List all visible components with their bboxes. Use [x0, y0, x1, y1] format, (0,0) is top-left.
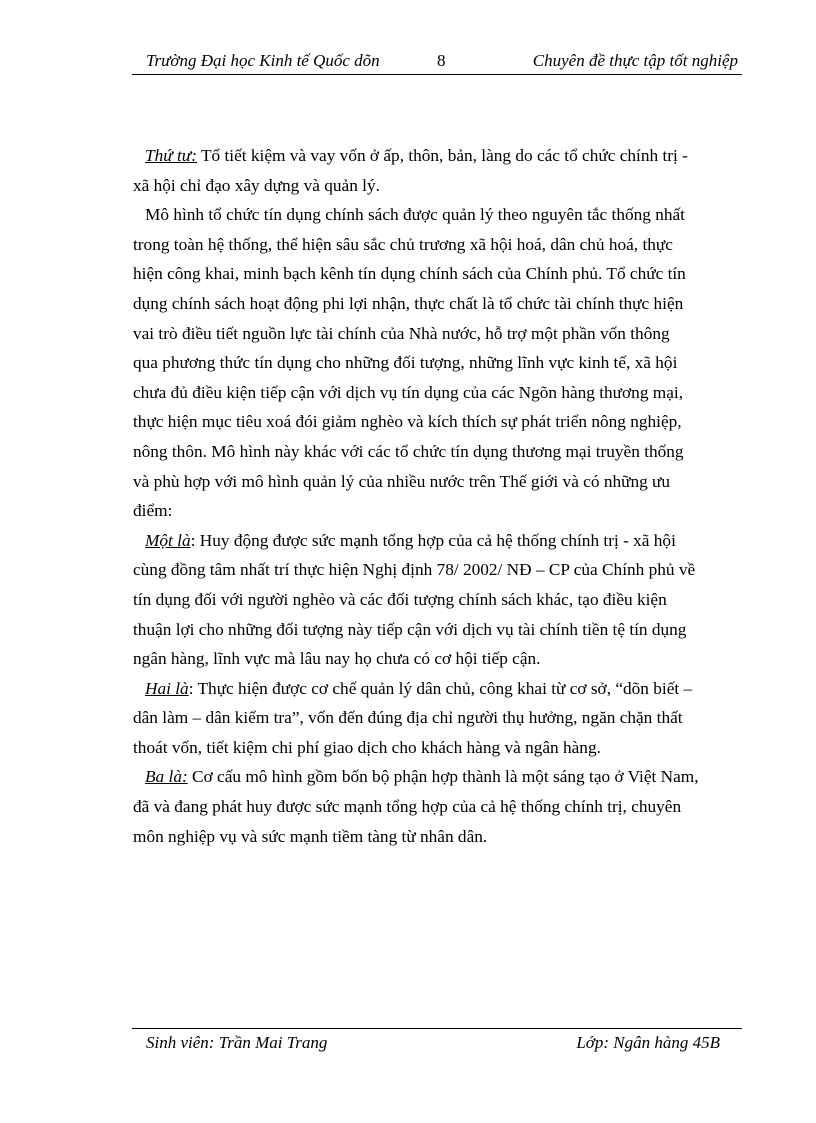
text-line: vai trò điều tiết nguồn lực tài chính của Nhà nước, hỗ trợ một phần vốn thông [133, 323, 670, 343]
text-line: xã hội chỉ đạo xây dựng và quản lý. [133, 175, 380, 195]
paragraph-label: Hai là [145, 678, 189, 698]
header-school: Trường Đại học Kinh tế Quốc dõn [146, 51, 380, 70]
text-line: ngân hàng, lĩnh vực mà lâu nay họ chưa có cơ hội tiếp cận. [133, 649, 541, 669]
text-line: và phù hợp với mô hình quản lý của nhiều nước trên Thế giới và có những ưu [133, 471, 671, 491]
paragraph-label: Ba là: [145, 767, 188, 787]
text-line: dân làm – dân kiểm tra”, vốn đến đúng địa chỉ người thụ hưởng, ngăn chặn thất [133, 708, 683, 728]
text-line: Mô hình tổ chức tín dụng chính sách được quản lý theo nguyên tắc thống nhất [145, 205, 685, 225]
text-line: điểm: [133, 501, 173, 521]
paragraph-label: Thứ tư: [145, 146, 197, 165]
text-line: môn nghiệp vụ và sức mạnh tiềm tàng từ nhân dân. [133, 826, 488, 846]
text-line: nông thôn. Mô hình này khác với các tổ chức tín dụng thương mại truyền thống [133, 441, 684, 461]
text-line: qua phương thức tín dụng cho những đối tượng, những lĩnh vực kinh tế, xã hội [133, 353, 678, 373]
text-line: hiện công khai, minh bạch kênh tín dụng chính sách của Chính phủ. Tổ chức tín [133, 264, 686, 284]
text-line: dụng chính sách hoạt động phi lợi nhận, thực chất là tổ chức tài chính thực hiện [133, 293, 684, 313]
document-body [133, 141, 743, 851]
text-line: Một là: Huy động được sức mạnh tổng hợp của cả hệ thống chính trị - xã hội [145, 530, 676, 550]
text-line: Thứ tư: Tổ tiết kiệm và vay vốn ở ấp, thôn, bản, làng do các tổ chức chính trị - [145, 146, 688, 165]
text-line: cùng đồng tâm nhất trí thực hiện Nghị định 78/ 2002/ NĐ – CP của Chính phủ về [133, 560, 696, 580]
paragraph-label: Một là [145, 530, 191, 550]
text-line: thoát vốn, tiết kiệm chi phí giao dịch cho khách hàng và ngân hàng. [133, 737, 601, 757]
text-line: Hai là: Thực hiện được cơ chế quản lý dân chủ, công khai từ cơ sở, “dõn biết – [145, 678, 693, 698]
footer-class: Lớp: Ngân hàng 45B [576, 1033, 720, 1052]
text-line: đã và đang phát huy được sức mạnh tổng hợp của cả hệ thống chính trị, chuyên [133, 797, 682, 817]
page-number: 8 [437, 51, 446, 70]
text-line: Ba là: Cơ cấu mô hình gồm bốn bộ phận hợp thành là một sáng tạo ở Việt Nam, [145, 767, 699, 787]
footer-student: Sinh viên: Trần Mai Trang [146, 1033, 328, 1052]
header-title: Chuyên đề thực tập tốt nghiệp [532, 51, 738, 70]
text-line: tín dụng đối với người nghèo và các đối tượng chính sách khác, tạo điều kiện [133, 589, 667, 609]
text-line: chưa đủ điều kiện tiếp cận với dịch vụ tín dụng của các Ngõn hàng thương mại, [133, 382, 684, 402]
text-line: thuận lợi cho những đối tượng này tiếp cận với dịch vụ tài chính tiền tệ tín dụng [133, 619, 687, 639]
text-line: thực hiện mục tiêu xoá đói giảm nghèo và kích thích sự phát triển nông nghiệp, [133, 412, 682, 432]
page-footer [132, 1028, 742, 1052]
text-line: trong toàn hệ thống, thể hiện sâu sắc chủ trương xã hội hoá, dân chủ hoá, thực [133, 234, 673, 254]
page-header [132, 50, 742, 75]
